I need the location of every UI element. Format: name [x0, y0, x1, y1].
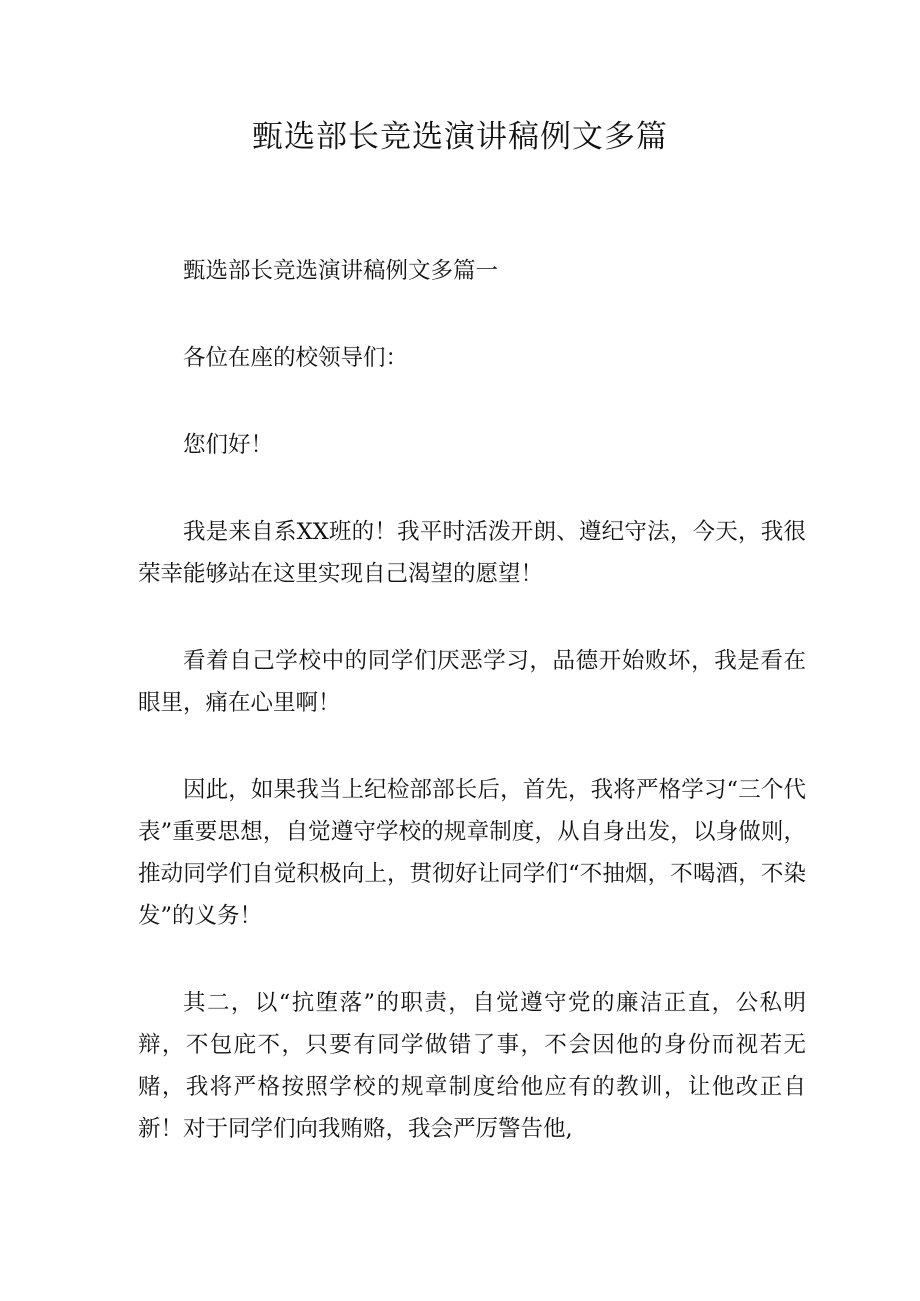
greeting: 您们好！ — [183, 432, 274, 458]
paragraph: 其二，以“抗堕落”的职责，自觉遵守党的廉洁正直，公私明辩，不包庇不，只要有同学做错了事，不会因他的身份而视若无赌，我将严格按照学校的规章制度给他应有的教训，让他改正自新！对于同学们向我贿赂，我会严厉警告他, — [138, 990, 806, 1142]
paragraph: 因此，如果我当上纪检部部长后，首先，我将严格学习“三个代表”重要思想，自觉遵守学校的规章制度，从自身出发，以身做则，推动同学们自觉积极向上，贯彻好让同学们“不抽烟，不喝酒，不染发”的义务！ — [138, 777, 806, 929]
document-body — [138, 250, 806, 1150]
section-heading: 甄选部长竞选演讲稿例文多篇一 — [183, 258, 499, 284]
document-title: 甄选部长竞选演讲稿例文多篇 — [252, 119, 668, 155]
paragraph: 我是来自系XX班的！我平时活泼开朗、遵纪守法，今天，我很荣幸能够站在这里实现自己渴望的愿望！ — [138, 519, 806, 587]
salutation: 各位在座的校领导们： — [183, 345, 409, 371]
paragraph: 看着自己学校中的同学们厌恶学习，品德开始败坏，我是看在眼里，痛在心里啊！ — [138, 648, 806, 716]
